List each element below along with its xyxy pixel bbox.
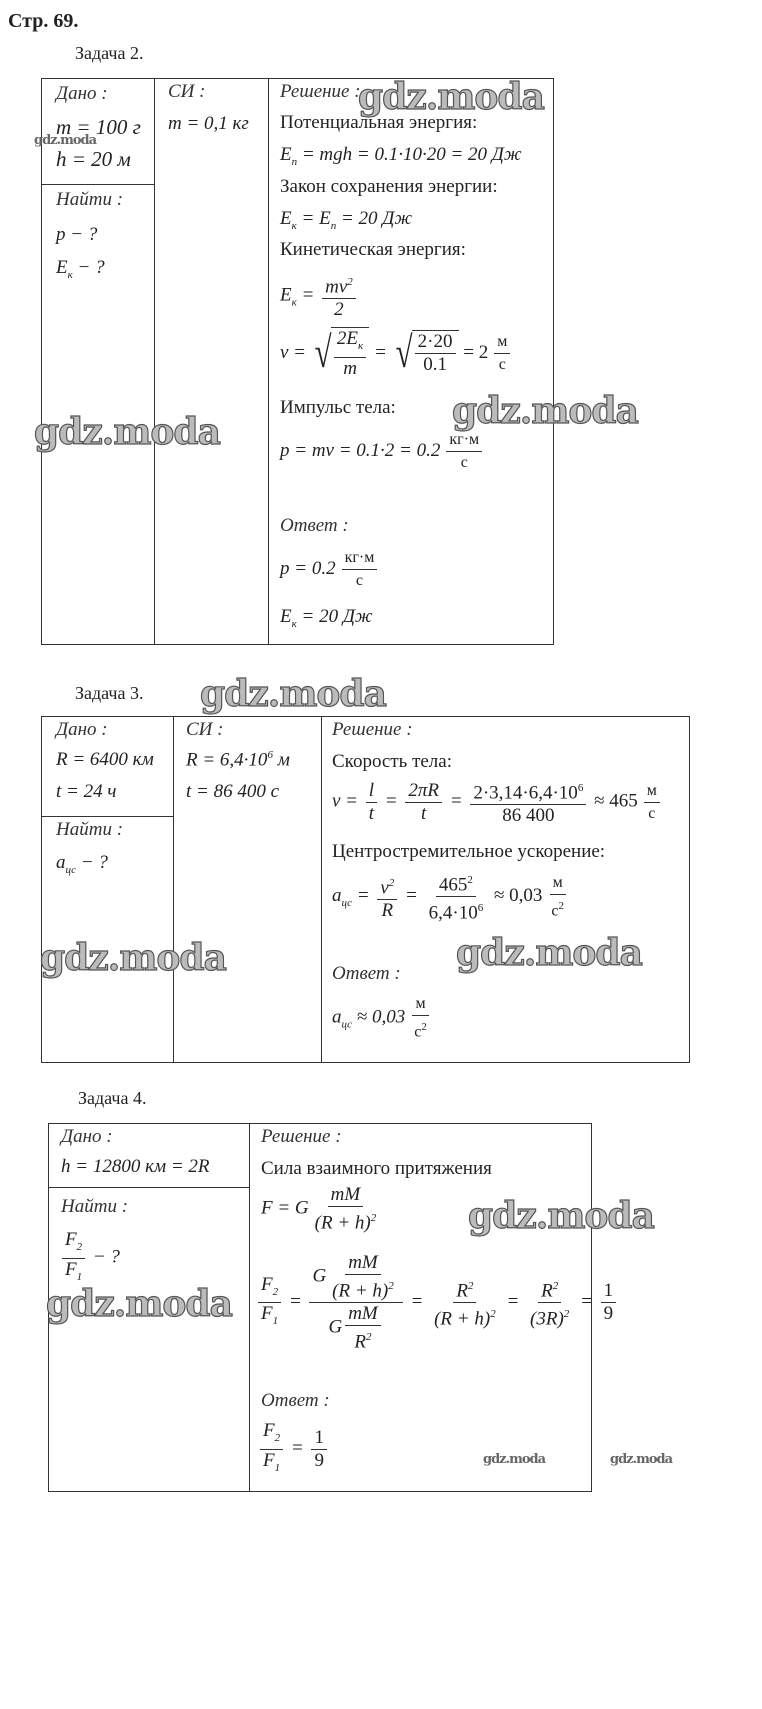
pot-formula: $E_п$ = mgh = 0.1·10·20 = 20 Дж bbox=[280, 144, 522, 168]
given-h: h = 20 м bbox=[56, 147, 131, 171]
kin-formula: $E_к$ = $\frac{mv^2}{2}$ bbox=[280, 271, 359, 321]
find-a: $a_{цс}$ − ? bbox=[56, 852, 108, 876]
watermark: gdz.moda bbox=[40, 937, 226, 979]
watermark: gdz.moda bbox=[34, 133, 97, 148]
imp-title: Импульс тела: bbox=[280, 397, 396, 418]
law-formula: $E_к = E_п = 20$ Дж bbox=[280, 208, 413, 232]
given-m: m = 100 г bbox=[56, 115, 141, 139]
task3-label: Задача 3. bbox=[75, 683, 144, 703]
answer-title: Ответ : bbox=[280, 515, 349, 536]
page-title: Стр. 69. bbox=[8, 10, 79, 32]
pot-title: Потенциальная энергия: bbox=[280, 112, 478, 133]
given-title: Дано : bbox=[56, 83, 108, 104]
speed-title: Скорость тела: bbox=[332, 751, 452, 772]
find-ratio: $\frac{F_2}{F_1}$ − ? bbox=[59, 1229, 120, 1288]
given-h: h = 12800 км = 2R bbox=[61, 1156, 210, 1177]
task2-table bbox=[41, 78, 554, 645]
si-m: m = 0,1 кг bbox=[168, 113, 249, 134]
force-formula: F = G $\frac{mM}{(R + h)^2}$ bbox=[261, 1184, 377, 1234]
given-title: Дано : bbox=[61, 1126, 113, 1147]
find-p: p − ? bbox=[56, 224, 98, 245]
watermark: gdz.moda bbox=[34, 411, 220, 453]
watermark: gdz.moda bbox=[468, 1195, 654, 1237]
law-title: Закон сохранения энергии: bbox=[280, 176, 498, 197]
watermark: gdz.moda bbox=[610, 1452, 673, 1467]
answer-title: Ответ : bbox=[332, 963, 401, 984]
find-title: Найти : bbox=[56, 189, 124, 210]
si-title: СИ : bbox=[186, 719, 224, 740]
acc-title: Центростремительное ускорение: bbox=[332, 841, 606, 862]
solution-title: Решение : bbox=[261, 1126, 342, 1147]
find-title: Найти : bbox=[61, 1196, 129, 1217]
si-r: $R = 6,4\cdot 10^6$ м bbox=[186, 749, 290, 771]
watermark: gdz.moda bbox=[483, 1452, 546, 1467]
watermark: gdz.moda bbox=[358, 76, 544, 118]
si-t: t = 86 400 с bbox=[186, 781, 280, 802]
task3-table bbox=[41, 716, 690, 1063]
watermark: gdz.moda bbox=[452, 390, 638, 432]
imp-formula: p = mv = 0.1·2 = 0.2 кг·м с bbox=[280, 429, 482, 474]
task4-label: Задача 4. bbox=[78, 1088, 147, 1108]
answer-ratio: $\frac{F_2}{F_1}$ = $\frac{1}{9}$ bbox=[257, 1420, 330, 1479]
velocity-formula: v = √ $\frac{2E_к}{m}$ = √ $\frac{2\cdot 20}{0.1}$ = 2 м с bbox=[280, 327, 510, 380]
answer-ek: $E_к = 20$ Дж bbox=[280, 606, 373, 630]
si-title: СИ : bbox=[168, 81, 206, 102]
acc-formula: $a_{цс}$ = $\frac{v^2}{R}$ = $\frac{465^2}{6,4\cdot 10^6}$ ≈ 0,03 м $с^2$ bbox=[332, 869, 567, 925]
given-t: t = 24 ч bbox=[56, 781, 117, 802]
task2-label: Задача 2. bbox=[75, 43, 144, 63]
solution-title: Решение : bbox=[280, 81, 361, 102]
kin-title: Кинетическая энергия: bbox=[280, 239, 466, 260]
speed-formula: v = $\frac{l}{t}$ = $\frac{2\pi R}{t}$ = $\frac{2\cdot 3,14\cdot 6,4\cdot 10^6}{86 400}$ ≈ 465 м с bbox=[332, 777, 660, 827]
given-r: R = 6400 км bbox=[56, 749, 154, 770]
force-title: Сила взаимного притяжения bbox=[261, 1158, 492, 1179]
watermark: gdz.moda bbox=[46, 1283, 232, 1325]
solution-title: Решение : bbox=[332, 719, 413, 740]
answer-title: Ответ : bbox=[261, 1390, 330, 1411]
answer-a: $a_{цс} \approx 0,03$ м $с^2$ bbox=[332, 995, 427, 1041]
watermark: gdz.moda bbox=[200, 673, 386, 715]
find-title: Найти : bbox=[56, 819, 124, 840]
find-ek: $E_к$ − ? bbox=[56, 257, 105, 281]
answer-p: p = 0.2 кг·м с bbox=[280, 547, 377, 592]
ratio-formula: $\frac{F_2}{F_1}$ = G $\frac{mM}{(R + h)^2}$ G $\frac{mM}{R^2}$ = $\frac{R^2}{(R + h)^2}$ = $\frac{R^2}{(3R)^2}$ = $\frac{1}{9}$ bbox=[255, 1252, 619, 1354]
watermark: gdz.moda bbox=[456, 932, 642, 974]
given-title: Дано : bbox=[56, 719, 108, 740]
